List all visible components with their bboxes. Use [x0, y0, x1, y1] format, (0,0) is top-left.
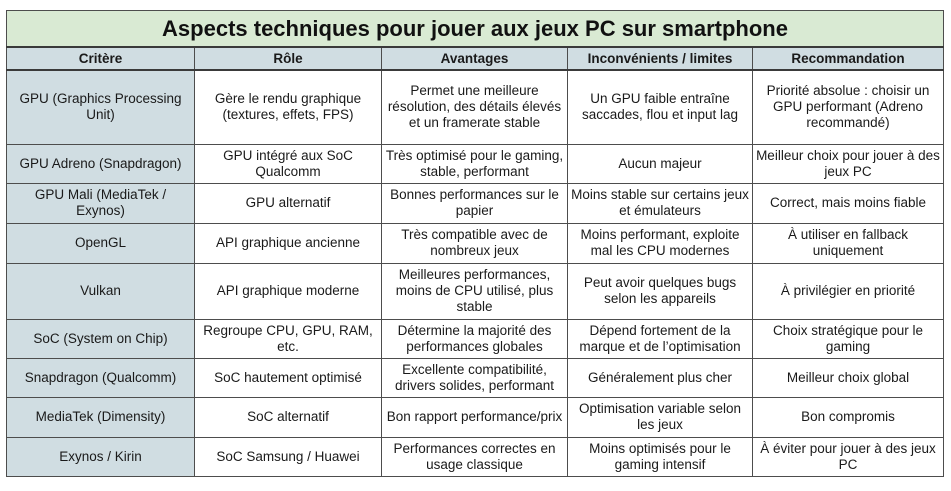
table-row	[7, 358, 944, 397]
table-row	[7, 263, 944, 319]
cell-inconvenients: Optimisation variable selon les jeux	[568, 397, 753, 437]
table-title: Aspects techniques pour jouer aux jeux PC sur smartphone	[7, 11, 944, 48]
cell-avantages: Détermine la majorité des performances globales	[382, 319, 568, 358]
cell-inconvenients: Moins performant, exploite mal les CPU modernes	[568, 223, 753, 263]
cell-critere: OpenGL	[7, 223, 195, 263]
cell-recommandation: Correct, mais moins fiable	[753, 183, 944, 223]
cell-inconvenients: Moins stable sur certains jeux et émulateurs	[568, 183, 753, 223]
title-row	[7, 11, 944, 48]
cell-critere: GPU Adreno (Snapdragon)	[7, 144, 195, 183]
comparison-table	[6, 10, 944, 477]
column-header-avantages: Avantages	[382, 47, 568, 70]
cell-inconvenients: Généralement plus cher	[568, 358, 753, 397]
cell-inconvenients: Un GPU faible entraîne saccades, flou et input lag	[568, 70, 753, 144]
cell-recommandation: Meilleur choix pour jouer à des jeux PC	[753, 144, 944, 183]
cell-avantages: Performances correctes en usage classique	[382, 437, 568, 476]
cell-role: API graphique moderne	[195, 263, 382, 319]
cell-inconvenients: Aucun majeur	[568, 144, 753, 183]
column-header-recommandation: Recommandation	[753, 47, 944, 70]
cell-avantages: Meilleures performances, moins de CPU utilisé, plus stable	[382, 263, 568, 319]
column-header-role: Rôle	[195, 47, 382, 70]
cell-recommandation: Priorité absolue : choisir un GPU performant (Adreno recommandé)	[753, 70, 944, 144]
cell-critere: Snapdragon (Qualcomm)	[7, 358, 195, 397]
cell-critere: MediaTek (Dimensity)	[7, 397, 195, 437]
cell-recommandation: Bon compromis	[753, 397, 944, 437]
column-header-inconvenients: Inconvénients / limites	[568, 47, 753, 70]
cell-avantages: Excellente compatibilité, drivers solides, performant	[382, 358, 568, 397]
cell-role: Regroupe CPU, GPU, RAM, etc.	[195, 319, 382, 358]
cell-critere: Exynos / Kirin	[7, 437, 195, 476]
table-row	[7, 319, 944, 358]
cell-recommandation: À utiliser en fallback uniquement	[753, 223, 944, 263]
cell-avantages: Très optimisé pour le gaming, stable, performant	[382, 144, 568, 183]
cell-inconvenients: Dépend fortement de la marque et de l’optimisation	[568, 319, 753, 358]
cell-avantages: Bonnes performances sur le papier	[382, 183, 568, 223]
table-row	[7, 70, 944, 144]
header-row	[7, 47, 944, 70]
cell-recommandation: Choix stratégique pour le gaming	[753, 319, 944, 358]
table-row	[7, 223, 944, 263]
cell-avantages: Bon rapport performance/prix	[382, 397, 568, 437]
cell-critere: GPU (Graphics Processing Unit)	[7, 70, 195, 144]
cell-role: SoC Samsung / Huawei	[195, 437, 382, 476]
cell-role: Gère le rendu graphique (textures, effets, FPS)	[195, 70, 382, 144]
cell-avantages: Permet une meilleure résolution, des détails élevés et un framerate stable	[382, 70, 568, 144]
cell-critere: SoC (System on Chip)	[7, 319, 195, 358]
cell-recommandation: À éviter pour jouer à des jeux PC	[753, 437, 944, 476]
cell-role: SoC hautement optimisé	[195, 358, 382, 397]
cell-role: GPU alternatif	[195, 183, 382, 223]
cell-critere: Vulkan	[7, 263, 195, 319]
cell-role: GPU intégré aux SoC Qualcomm	[195, 144, 382, 183]
table-row	[7, 437, 944, 476]
cell-avantages: Très compatible avec de nombreux jeux	[382, 223, 568, 263]
cell-recommandation: Meilleur choix global	[753, 358, 944, 397]
cell-role: SoC alternatif	[195, 397, 382, 437]
column-header-critere: Critère	[7, 47, 195, 70]
table-row	[7, 397, 944, 437]
cell-inconvenients: Peut avoir quelques bugs selon les appareils	[568, 263, 753, 319]
cell-inconvenients: Moins optimisés pour le gaming intensif	[568, 437, 753, 476]
cell-critere: GPU Mali (MediaTek / Exynos)	[7, 183, 195, 223]
cell-recommandation: À privilégier en priorité	[753, 263, 944, 319]
table-row	[7, 183, 944, 223]
table-row	[7, 144, 944, 183]
cell-role: API graphique ancienne	[195, 223, 382, 263]
